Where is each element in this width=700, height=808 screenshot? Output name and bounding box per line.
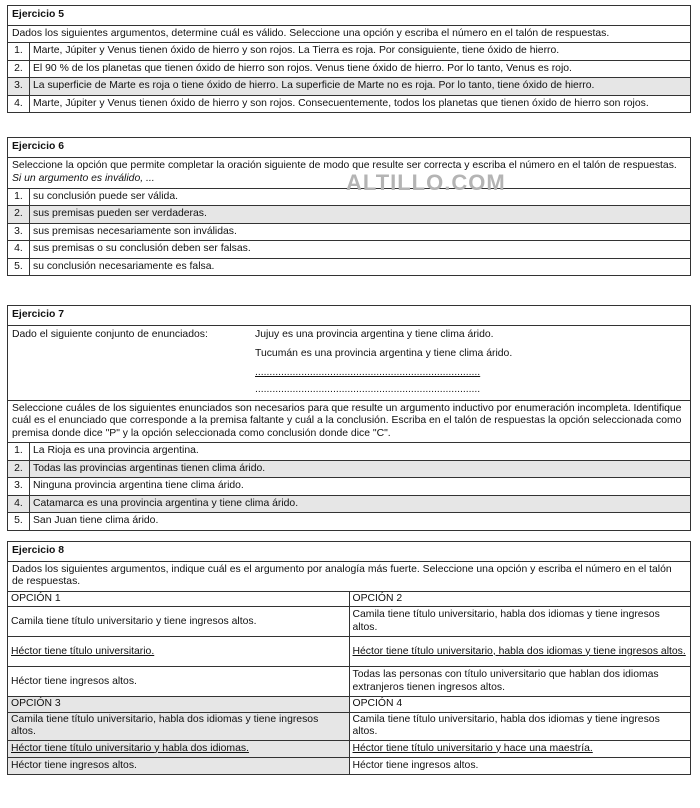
option-1-premise-2: Héctor tiene título universitario. [11,645,155,657]
option-2-conclusion: Todas las personas con título universitario que hablan dos idiomas extranjeros tienen ingresos altos. [349,667,690,697]
option-row [8,224,690,241]
option-row [8,478,690,495]
option-text: Ninguna provincia argentina tiene clima árido. [33,480,244,492]
option-number: 3. [8,478,30,494]
option-1-premise-1: Camila tiene título universitario y tiene ingresos altos. [8,607,349,637]
blank-line-2: .............................................................................. [255,384,481,395]
exercise-instruction: Dados los siguientes argumentos, determine cuál es válido. Seleccione una opción y escriba el número en el talón de respuestas. [8,26,690,43]
exercise-title: Ejercicio 8 [8,542,690,562]
option-4-premise-1: Camila tiene título universitario, habla dos idiomas y tiene ingresos altos. [349,712,690,740]
option-number: 2. [8,206,30,222]
option-text: El 90 % de los planetas que tienen óxido de hierro son rojos. Venus tiene óxido de hierro. Por lo tanto, Venus es rojo. [33,62,572,74]
option-text: su conclusión necesariamente es falsa. [33,260,215,272]
exercise-instruction: Dados los siguientes argumentos, indique cuál es el argumento por analogía más fuerte. Seleccione una opción y escriba el número en el talón de respuestas. [8,562,690,592]
option-number: 2. [8,461,30,477]
option-4-premise-2: Héctor tiene título universitario y hace una maestría. [352,742,593,754]
option-number: 4. [8,96,30,112]
option-number: 3. [8,78,30,94]
exercise-title: Ejercicio 7 [8,306,690,326]
option-number: 4. [8,241,30,257]
option-row [8,61,690,78]
exercise-title: Ejercicio 5 [8,6,690,26]
option-text: sus premisas o su conclusión deben ser falsas. [33,243,251,255]
option-row [8,43,690,60]
exercise-prompt: Si un argumento es inválido, ... [12,173,155,185]
option-4-label: OPCIÓN 4 [349,697,690,712]
option-number: 1. [8,43,30,59]
option-3-premise-1: Camila tiene título universitario, habla dos idiomas y tiene ingresos altos. [8,712,349,740]
statement-1: Jujuy es una provincia argentina y tiene clima árido. [255,329,494,340]
exercise-instruction: Seleccione la opción que permite completar la oración siguiente de modo que resulte ser correcta y escriba el número en el talón de respuestas. [12,160,677,171]
watermark-logo: ALTILLO.COM [346,170,506,195]
statement-2: Tucumán es una provincia argentina y tiene clima árido. [255,348,513,359]
option-number: 1. [8,443,30,459]
option-number: 1. [8,189,30,205]
option-row [8,241,690,258]
blank-line-1: .............................................................................. [255,367,481,378]
option-row [8,461,690,478]
option-text: La superficie de Marte es roja o tiene óxido de hierro. La superficie de Marte no es roja. Por lo tanto, tiene óxido de hierro. [33,80,595,92]
option-text: San Juan tiene clima árido. [33,515,159,527]
option-3-conclusion: Héctor tiene ingresos altos. [8,757,349,774]
exercise-instruction: Seleccione cuáles de los siguientes enunciados son necesarios para que resulte un argumento inductivo por enumeración incompleta. Identifique cuál es el enunciado que corresponde a la premisa faltante y cuál a la conclusión. Escriba en el talón de respuestas la opción seleccionada como premisa donde dice "P" y la opción seleccionada como conclusión donde dice "C". [8,401,690,443]
option-2-premise-1: Camila tiene título universitario, habla dos idiomas y tiene ingresos altos. [349,607,690,637]
option-row [8,78,690,95]
exercise-6 [7,137,691,276]
option-text: Marte, Júpiter y Venus tienen óxido de hierro y son rojos. La Tierra es roja. Por consiguiente, tiene óxido de hierro. [33,45,560,57]
option-2-label: OPCIÓN 2 [349,592,690,607]
exercise-title: Ejercicio 6 [8,138,690,158]
option-text: sus premisas necesariamente son inválidas. [33,225,237,237]
option-4-conclusion: Héctor tiene ingresos altos. [349,757,690,774]
exercise-8 [7,541,691,775]
exercise-lead: Dado el siguiente conjunto de enunciados: [12,329,208,340]
option-3-premise-2: Héctor tiene título universitario y habla dos idiomas. [11,742,249,754]
option-number: 5. [8,513,30,529]
option-text: Todas las provincias argentinas tienen clima árido. [33,462,266,474]
option-text: La Rioja es una provincia argentina. [33,445,199,457]
option-number: 2. [8,61,30,77]
option-2-premise-2: Héctor tiene título universitario, habla dos idiomas y tiene ingresos altos. [352,645,686,657]
option-text: Marte, Júpiter y Venus tienen óxido de hierro y son rojos. Consecuentemente, todos los planetas que tienen óxido de hierro son rojos. [33,97,649,109]
option-number: 5. [8,259,30,275]
option-number: 4. [8,496,30,512]
option-1-conclusion: Héctor tiene ingresos altos. [8,667,349,697]
option-text: su conclusión puede ser válida. [33,190,178,202]
exercise-7 [7,305,691,531]
options-table [8,592,690,774]
option-number: 3. [8,224,30,240]
option-row [8,259,690,275]
option-text: sus premisas pueden ser verdaderas. [33,208,207,220]
option-row [8,206,690,223]
option-1-label: OPCIÓN 1 [8,592,349,607]
option-row [8,496,690,513]
option-text: Catamarca es una provincia argentina y tiene clima árido. [33,497,299,509]
exercise-5 [7,5,691,113]
option-row [8,513,690,529]
option-row [8,96,690,112]
option-row [8,443,690,460]
option-3-label: OPCIÓN 3 [8,697,349,712]
